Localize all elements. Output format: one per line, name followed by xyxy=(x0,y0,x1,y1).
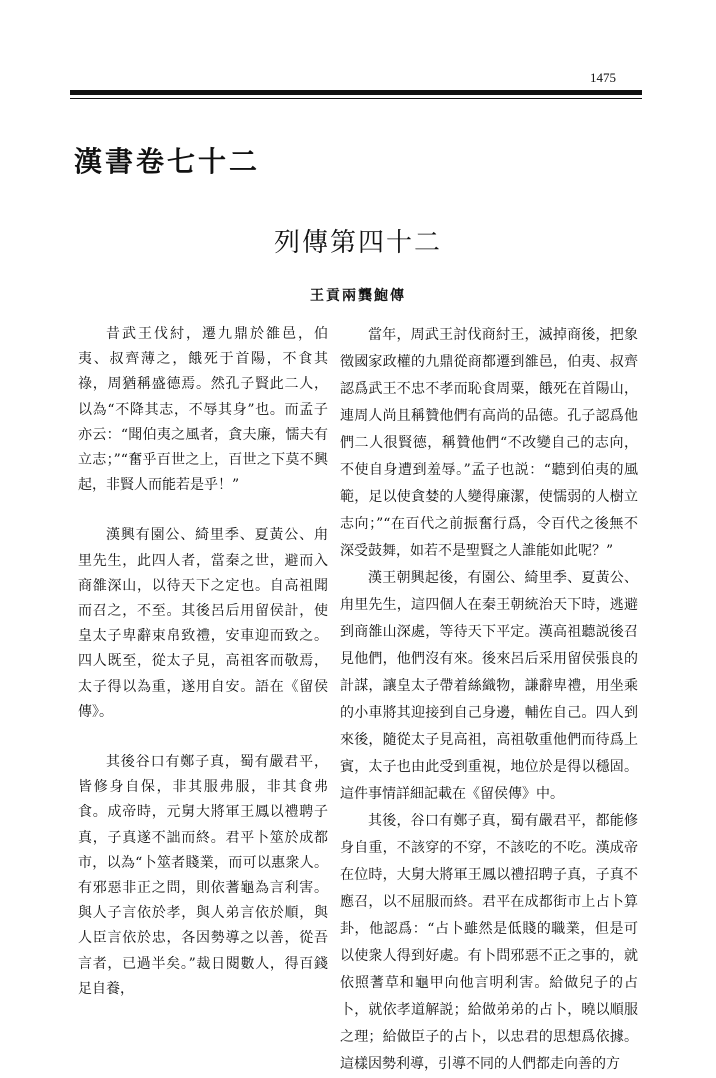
translation-column xyxy=(340,322,638,1078)
classical-paragraph: 漢興有園公、綺里季、夏黃公、甪里先生，此四人者，當秦之世，避而入商雒深山，以待天下之定也。自高祖聞而召之，不至。其後呂后用留侯計，使皇太子卑辭束帛致禮，安車迎而致之。四人既至，從太子見，高祖客而敬焉，太子得以為重，遂用自安。語在《留侯傳》。 xyxy=(78,527,328,720)
chapter-subtitle: 王貢兩龔鮑傳 xyxy=(310,288,406,304)
header-rule-thin xyxy=(70,98,642,99)
classical-paragraph: 其後谷口有鄭子真，蜀有嚴君平，皆修身自保，非其服弗服，非其食弗食。成帝時，元舅大將軍王鳳以禮聘子真，子真遂不詘而終。君平卜筮於成都市，以為“卜筮者賤業，而可以惠衆人。有邪惡非正之問，則依蓍龜為言利害。與人子言依於孝，與人弟言依於順，與人臣言依於忠，各因勢導之以善，從吾言者，已過半矣。”裁日閱數人，得百錢足自養， xyxy=(78,754,328,997)
book-title: 漢書卷七十二 xyxy=(74,145,261,178)
chapter-title: 列傳第四十二 xyxy=(273,228,442,258)
translation-paragraph: 當年，周武王討伐商紂王，滅掉商後，把象徵國家政權的九鼎從商都遷到雒邑，伯夷、叔齊認爲武王不忠不孝而恥食周粟，餓死在首陽山，連周人尚且稱贊他們有高尚的品德。孔子認爲他們二人很賢德，稱贊他們“不改變自己的志向，不使自身遭到羞辱。”孟子也説：“聽到伯夷的風範，足以使貪婪的人變得廉潔，使懦弱的人樹立志向；”“在百代之前振奮行爲，令百代之後無不深受鼓舞，如若不是聖賢之人誰能如此呢？” xyxy=(340,327,638,559)
translation-paragraph: 漢王朝興起後，有園公、綺里季、夏黃公、甪里先生，這四個人在秦王朝統治天下時，逃避到商雒山深處，等待天下平定。漢高祖聽説後召見他們，他們沒有來。後來呂后采用留侯張良的計謀，讓皇太子帶着絲織物，謙辭卑禮，用坐乘的小車將其迎接到自己身邊，輔佐自己。四人到來後，隨從太子見高祖，高祖敬重他們而待爲上賓，太子也由此受到重視，地位於是得以穩固。這件事情詳細記載在《留侯傳》中。 xyxy=(340,570,638,802)
classical-paragraph: 昔武王伐紂，遷九鼎於雒邑，伯夷、叔齊薄之，餓死于首陽，不食其祿，周猶稱盛德焉。然孔子賢此二人，以為“不降其志，不辱其身”也。而孟子亦云：“聞伯夷之風者，貪夫廉，懦夫有立志；”“奮乎百世之上，百世之下莫不興起，非賢人而能若是乎！” xyxy=(78,326,328,494)
classical-text-column xyxy=(78,322,328,1002)
header-rule-thick xyxy=(70,90,642,95)
page-number: 1475 xyxy=(590,70,616,85)
translation-paragraph: 其後，谷口有鄭子真，蜀有嚴君平，都能修身自重，不該穿的不穿，不該吃的不吃。漢成帝在位時，大舅大將軍王鳳以禮招聘子真，子真不應召，以不屈服而終。君平在成都街市上占卜算卦，他認爲：“占卜雖然是低賤的職業，但是可以使衆人得到好處。有卜問邪惡不正之事的，就依照蓍草和龜甲向他言明利害。給做兒子的占卜，就依孝道解説；給做弟弟的占卜，曉以順服之理；給做臣子的占卜，以忠君的思想爲依據。這樣因勢利導，引導不同的人們都走向善的方 xyxy=(340,813,638,1072)
